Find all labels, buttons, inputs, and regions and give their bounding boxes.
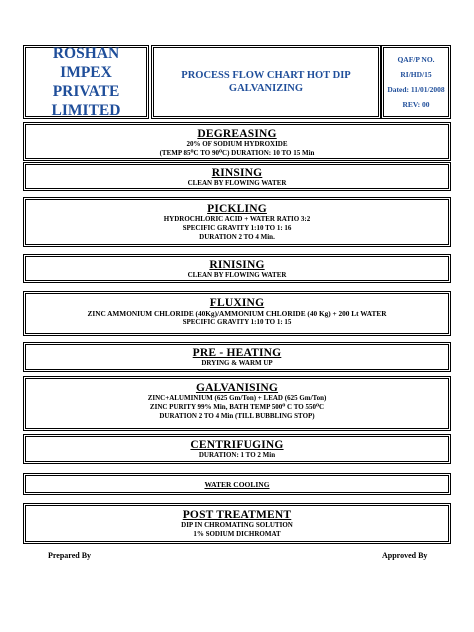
company-line: PRIVATE (52, 83, 120, 100)
step-detail: DURATION 2 TO 4 Min. (199, 233, 275, 241)
step-rinising (25, 256, 449, 281)
step-pre-heating (25, 344, 449, 370)
company-name-box (25, 47, 147, 117)
step-detail: 1% SODIUM DICHROMAT (193, 530, 281, 538)
step-detail: HYDROCHLORIC ACID + WATER RATIO 3:2 (163, 215, 311, 223)
step-centrifuging (25, 436, 449, 462)
step-title: RINISING (209, 259, 265, 271)
step-title: DEGREASING (197, 128, 277, 140)
step-detail: DURATION: 1 TO 2 Min (198, 451, 276, 459)
title-line: PROCESS FLOW CHART HOT DIP (181, 70, 351, 81)
step-title: RINSING (211, 167, 263, 179)
step-detail: DIP IN CHROMATING SOLUTION (181, 521, 293, 529)
step-post-treatment (25, 505, 449, 542)
step-pickling (25, 199, 449, 245)
approved-by-label: Approved By (382, 551, 428, 560)
step-detail: SPECIFIC GRAVITY 1:10 TO 1: 15 (182, 318, 292, 326)
step-fluxing (25, 293, 449, 334)
prepared-by-label: Prepared By (48, 551, 92, 560)
doc-revision: REV: 00 (402, 100, 430, 109)
header (25, 47, 449, 117)
step-title: FLUXING (209, 297, 265, 309)
step-detail: ZINC AMMONIUM CHLORIDE (40Kg)/AMMONIUM CHLORIDE (40 Kg) + 200 Lt WATER (87, 309, 387, 318)
step-galvanising (25, 378, 449, 429)
step-degreasing (25, 124, 449, 159)
step-detail: CLEAN BY FLOWING WATER (187, 179, 287, 187)
step-title: POST TREATMENT (182, 509, 292, 521)
company-line: ROSHAN IMPEX (52, 45, 120, 81)
step-detail: DURATION 2 TO 4 Min (TILL BUBBLING STOP) (159, 412, 315, 420)
step-title: PRE - HEATING (192, 347, 282, 359)
step-detail: 20% OF SODIUM HYDROXIDE (186, 140, 288, 148)
step-rinsing (25, 164, 449, 189)
step-detail: ZINC PURITY 99% Min, BATH TEMP 500⁰ C TO 550⁰C (149, 403, 325, 411)
step-title: CENTRIFUGING (190, 439, 284, 451)
document-title-box (153, 47, 379, 117)
step-detail: CLEAN BY FLOWING WATER (187, 271, 287, 279)
doc-number: QAF/P NO. RI/HD/15 (397, 55, 435, 79)
step-water-cooling (25, 475, 449, 493)
step-title: GALVANISING (195, 382, 279, 394)
step-detail: ZINC+ALUMINIUM (625 Gm/Ton) + LEAD (625 Gm/Ton) (147, 394, 327, 402)
document-meta-box (383, 47, 449, 117)
company-line: LIMITED (51, 102, 121, 119)
step-detail: SPECIFIC GRAVITY 1:10 TO 1: 16 (182, 224, 292, 232)
step-title: PICKLING (207, 203, 267, 215)
title-line: GALVANIZING (228, 83, 304, 94)
doc-date: Dated: 11/01/2008 (387, 85, 445, 94)
step-detail: (TEMP 85⁰C TO 90⁰C) DURATION: 10 TO 15 Min (159, 149, 315, 157)
step-detail: WATER COOLING (204, 480, 270, 489)
step-detail: DRYING & WARM UP (201, 359, 273, 367)
